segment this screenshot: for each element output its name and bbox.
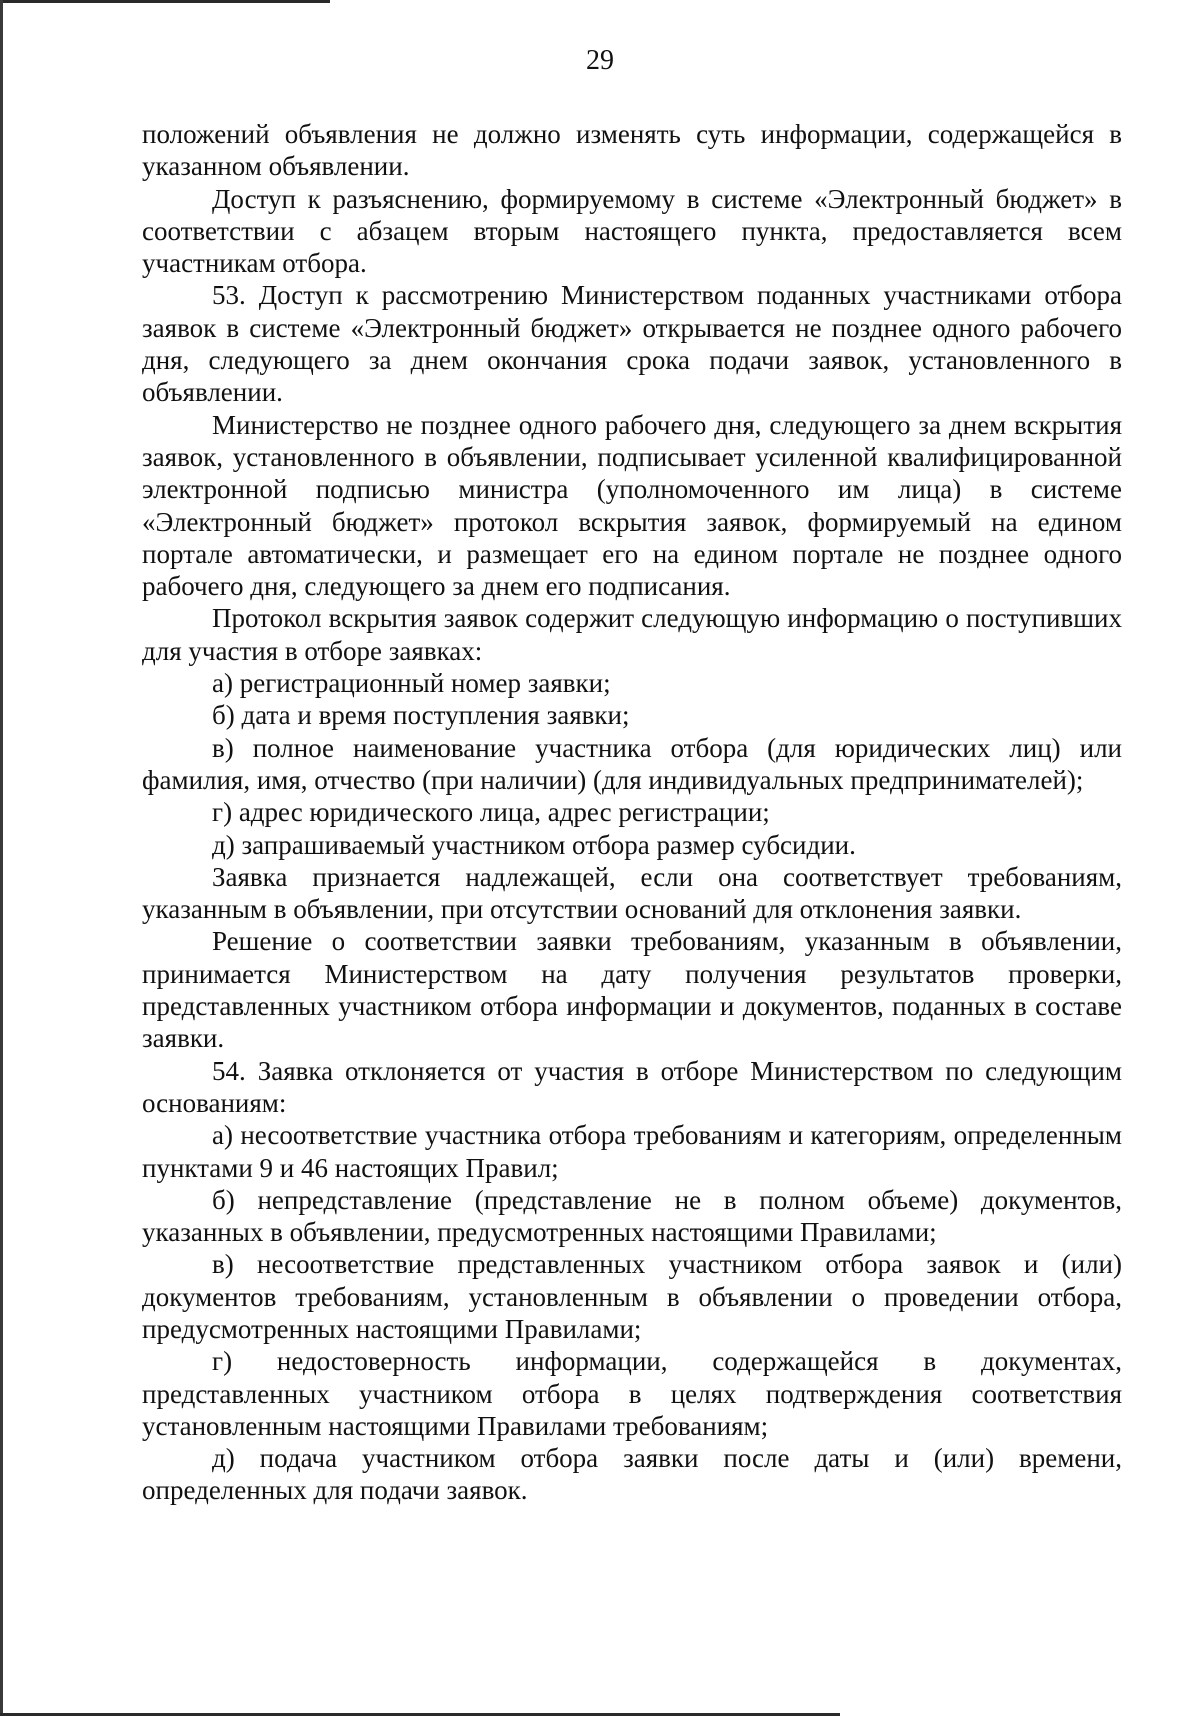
- paragraph: Министерство не позднее одного рабочего дня, следующего за днем вскрытия заявок, установленного в объявлении, подписывает усиленной квалифицированной электронной подписью министра (уполномоченного им лица) в системе «Электронный бюджет» протокол вскрытия заявок, формируемый на едином портале автоматически, и размещает его на едином портале не позднее одного рабочего дня, следующего за днем его подписания.: [142, 409, 1122, 602]
- paragraph-item-54: 54. Заявка отклоняется от участия в отборе Министерством по следующим основаниям:: [142, 1055, 1122, 1118]
- scan-edge-left: [0, 0, 3, 1716]
- paragraph: Решение о соответствии заявки требованиям, указанным в объявлении, принимается Министерством на дату получения результатов проверки, представленных участником отбора информации и документов, поданных в составе заявки.: [142, 926, 1122, 1054]
- paragraph-item-53: 53. Доступ к рассмотрению Министерством поданных участниками отбора заявок в системе «Электронный бюджет» открывается не позднее одного рабочего дня, следующего за днем окончания срока подачи заявок, установленного в объявлении.: [142, 280, 1122, 408]
- paragraph: Заявка признается надлежащей, если она соответствует требованиям, указанным в объявлении, при отсутствии оснований для отклонения заявки.: [142, 861, 1122, 925]
- list-item: а) несоответствие участника отбора требованиям и категориям, определенным пунктами 9 и 46 настоящих Правил;: [142, 1120, 1122, 1183]
- list-item: а) регистрационный номер заявки;: [212, 668, 611, 699]
- paragraph: Протокол вскрытия заявок содержит следующую информацию о поступивших для участия в отборе заявках:: [142, 603, 1122, 666]
- scan-edge-top: [0, 0, 330, 3]
- list-item: б) дата и время поступления заявки;: [212, 700, 630, 731]
- page-number: 29: [586, 45, 614, 76]
- list-item: д) подача участником отбора заявки после даты и (или) времени, определенных для подачи заявок.: [142, 1443, 1122, 1506]
- paragraph: Доступ к разъяснению, формируемому в системе «Электронный бюджет» в соответствии с абзацем вторым настоящего пункта, предоставляется всем участникам отбора.: [142, 183, 1122, 279]
- list-item: д) запрашиваемый участником отбора размер субсидии.: [212, 829, 856, 860]
- list-item: в) полное наименование участника отбора (для юридических лиц) или фамилия, имя, отчество (при наличии) (для индивидуальных предпринимателей);: [142, 732, 1122, 795]
- list-item: г) недостоверность информации, содержащейся в документах, представленных участником отбора в целях подтверждения соответствия установленным настоящими Правилами требованиям;: [142, 1346, 1122, 1441]
- list-item: г) адрес юридического лица, адрес регистрации;: [212, 797, 770, 828]
- list-item: б) непредставление (представление не в полном объеме) документов, указанных в объявлении, предусмотренных настоящими Правилами;: [142, 1184, 1122, 1248]
- list-item: в) несоответствие представленных участником отбора заявок и (или) документов требованиям, установленным в объявлении о проведении отбора, предусмотренных настоящими Правилами;: [142, 1249, 1122, 1344]
- paragraph: положений объявления не должно изменять суть информации, содержащейся в указанном объявлении.: [142, 119, 1122, 182]
- document-body: [142, 118, 1122, 1507]
